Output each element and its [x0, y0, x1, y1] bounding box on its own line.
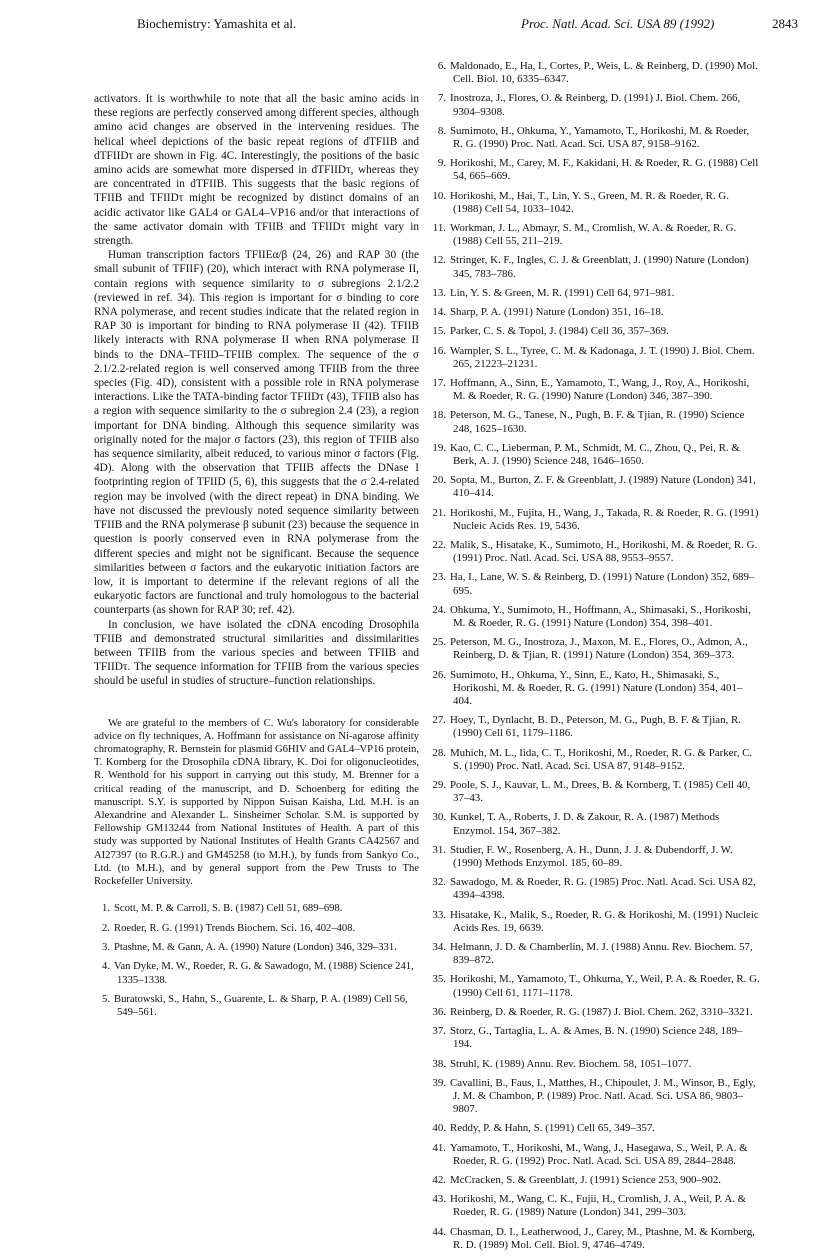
reference-text: Scott, M. P. & Carroll, S. B. (1987) Cell 51, 689–698.	[114, 903, 343, 915]
reference-text: Buratowski, S., Hahn, S., Guarente, L. & Sharp, P. A. (1989) Cell 56, 549–561.	[114, 993, 408, 1019]
reference-number: 19.	[432, 441, 446, 454]
reference-number: 15.	[432, 325, 446, 338]
reference-item	[430, 747, 760, 773]
reference-text: Van Dyke, M. W., Roeder, R. G. & Sawadogo, M. (1988) Science 241, 1335–1338.	[114, 961, 414, 986]
reference-item	[430, 876, 760, 902]
reference-text: Peterson, M. G., Tanese, N., Pugh, B. F. & Tjian, R. (1990) Science 248, 1625–1630.	[450, 409, 745, 435]
reference-item	[94, 960, 419, 986]
reference-text: Sumimoto, H., Ohkuma, Y., Sinn, E., Kato, H., Shimasaki, S., Horikoshi, M. & Roeder, R. G. (1991) Nature (London) 354, 401–404.	[450, 668, 743, 707]
reference-number: 16.	[432, 344, 446, 357]
reference-text: Peterson, M. G., Inostroza, J., Maxon, M. E., Flores, O., Admon, A., Reinberg, D. & Tjian, R. (1991) Nature (London) 354, 369–373.	[450, 636, 748, 662]
reference-number: 41.	[432, 1141, 446, 1154]
reference-item	[430, 345, 760, 371]
reference-text: Malik, S., Hisatake, K., Sumimoto, H., Horikoshi, M. & Roeder, R. G. (1991) Proc. Natl. Acad. Sci. USA 88, 9553–9557.	[450, 539, 758, 565]
reference-item	[430, 222, 760, 248]
journal-citation: Proc. Natl. Acad. Sci. USA 89 (1992)	[521, 16, 715, 31]
reference-item	[430, 1142, 760, 1168]
reference-number: 33.	[432, 908, 446, 921]
reference-text: Horikoshi, M., Yamamoto, T., Ohkuma, Y., Weil, P. A. & Roeder, R. G. (1990) Cell 61, 1171–1178.	[450, 973, 760, 999]
body-paragraph-3: In conclusion, we have isolated the cDNA encoding Drosophila TFIIB and demonstrated structural similarities and dissimilarities between TFIIB from the various species and between TFIIB and TFIIDτ. The sequence information for TFIIB from the various species should be useful in studies of structure–function relationships.	[94, 618, 419, 688]
reference-text: Reinberg, D. & Roeder, R. G. (1987) J. Biol. Chem. 262, 3310–3321.	[450, 1005, 753, 1018]
reference-text: Hoey, T., Dynlacht, B. D., Peterson, M. G., Pugh, B. F. & Tjian, R. (1990) Cell 61, 1179–1186.	[450, 714, 741, 740]
reference-item	[430, 571, 760, 597]
reference-text: Studier, F. W., Rosenberg, A. H., Dunn, J. J. & Dubendorff, J. W. (1990) Methods Enzymol. 185, 60–89.	[450, 843, 733, 869]
reference-item	[94, 941, 419, 954]
reference-item	[430, 1122, 760, 1135]
reference-text: Ohkuma, Y., Sumimoto, H., Hoffmann, A., Shimasaki, S., Horikoshi, M. & Roeder, R. G. (1991) Nature (London) 354, 398–401.	[450, 603, 751, 629]
page-number: 2843	[772, 16, 798, 31]
reference-item	[94, 993, 419, 1019]
reference-item	[430, 1174, 760, 1187]
reference-item	[430, 306, 760, 319]
reference-number: 39.	[432, 1076, 446, 1089]
reference-text: Maldonado, E., Ha, I., Cortes, P., Weis, L. & Reinberg, D. (1990) Mol. Cell. Biol. 10, 6335–6347.	[450, 60, 758, 86]
reference-number: 17.	[432, 377, 446, 389]
reference-text: Sharp, P. A. (1991) Nature (London) 351, 16–18.	[450, 306, 664, 319]
reference-item	[430, 1006, 760, 1019]
reference-number: 32.	[432, 876, 446, 889]
reference-number: 8.	[437, 124, 446, 137]
reference-text: Horikoshi, M., Wang, C. K., Fujii, H., Cromlish, J. A., Weil, P. A. & Roeder, R. G. (1989) Nature (London) 341, 299–303.	[450, 1193, 747, 1219]
reference-text: Helmann, J. D. & Chamberlin, M. J. (1988) Annu. Rev. Biochem. 57, 839–872.	[450, 941, 753, 967]
reference-item	[430, 325, 760, 338]
reference-number: 34.	[432, 941, 446, 954]
body-paragraph-1: activators. It is worthwhile to note that all the basic amino acids in these regions are perfectly conserved among different species, although amino acid changes are observed in the intervening residues. The helical wheel depictions of the basic repeat regions of dTFIIB and dTFIIDτ are shown in Fig. 4C. Interestingly, the positions of the basic amino acids are somewhat more dispersed in dTFIIDτ, whereas they are concentrated in dTFIIB. This suggests that the basic regions of TFIIB and TFIIDτ might be recognized by distinct domains of an acidic activator like GAL4 or GAL4–VP16 and/or that interactions of the same activator domain with TFIIB and TFIIDτ might vary in strength.	[94, 93, 419, 248]
reference-number: 23.	[432, 571, 446, 584]
reference-number: 37.	[432, 1025, 446, 1038]
reference-item	[430, 157, 760, 183]
reference-text: Horikoshi, M., Hai, T., Lin, Y. S., Green, M. R. & Roeder, R. G. (1988) Cell 54, 1033–1042.	[450, 189, 729, 215]
reference-item	[430, 507, 760, 533]
reference-number: 20.	[432, 474, 446, 487]
running-title: Biochemistry: Yamashita et al.	[137, 16, 297, 31]
reference-item	[430, 377, 760, 403]
reference-item	[430, 1058, 760, 1071]
reference-text: Horikoshi, M., Fujita, H., Wang, J., Takada, R. & Roeder, R. G. (1991) Nucleic Acids Res. 19, 5436.	[450, 506, 759, 532]
reference-number: 11.	[432, 222, 446, 235]
reference-number: 29.	[432, 779, 446, 792]
reference-number: 5.	[102, 993, 110, 1005]
reference-item	[430, 190, 760, 216]
reference-number: 30.	[432, 811, 446, 824]
reference-text: Chasman, D. I., Leatherwood, J., Carey, M., Ptashne, M. & Kornberg, R. D. (1989) Mol. Cell. Biol. 9, 4746–4749.	[450, 1225, 755, 1251]
reference-text: Sawadogo, M. & Roeder, R. G. (1985) Proc. Natl. Acad. Sci. USA 82, 4394–4398.	[450, 876, 756, 902]
reference-number: 9.	[437, 157, 446, 170]
reference-text: Inostroza, J., Flores, O. & Reinberg, D. (1991) J. Biol. Chem. 266, 9304–9308.	[450, 92, 741, 118]
reference-item	[430, 779, 760, 805]
reference-number: 43.	[432, 1193, 446, 1206]
reference-item	[430, 604, 760, 630]
reference-item	[430, 1193, 760, 1219]
reference-number: 21.	[432, 506, 446, 519]
reference-text: Hisatake, K., Malik, S., Roeder, R. G. & Horikoshi, M. (1991) Nucleic Acids Res. 19, 6639.	[450, 908, 759, 934]
reference-number: 25.	[432, 636, 446, 649]
reference-number: 3.	[102, 941, 110, 953]
reference-item	[430, 287, 760, 300]
reference-item	[430, 941, 760, 967]
reference-item	[430, 92, 760, 118]
reference-text: Poole, S. J., Kauvar, L. M., Drees, B. & Kornberg, T. (1985) Cell 40, 37–43.	[450, 779, 751, 805]
reference-text: Hoffmann, A., Sinn, E., Yamamoto, T., Wang, J., Roy, A., Horikoshi, M. & Roeder, R. G. (1990) Nature (London) 346, 387–390.	[450, 377, 750, 403]
reference-text: Cavallini, B., Faus, I., Matthes, H., Chipoulet, J. M., Winsor, B., Egly, J. M. & Chambon, P. (1989) Proc. Natl. Acad. Sci. USA 86, 9803–9807.	[450, 1076, 756, 1116]
reference-number: 44.	[432, 1225, 446, 1238]
reference-text: Sopta, M., Burton, Z. F. & Greenblatt, J. (1989) Nature (London) 341, 410–414.	[450, 474, 756, 500]
reference-item	[430, 474, 760, 500]
reference-number: 35.	[432, 973, 446, 986]
reference-number: 14.	[432, 306, 446, 319]
reference-text: Struhl, K. (1989) Annu. Rev. Biochem. 58, 1051–1077.	[450, 1057, 692, 1070]
reference-number: 7.	[437, 92, 446, 105]
reference-text: Workman, J. L., Abmayr, S. M., Cromlish, W. A. & Roeder, R. G. (1988) Cell 55, 211–219.	[450, 222, 737, 248]
reference-text: Ha, I., Lane, W. S. & Reinberg, D. (1991) Nature (London) 352, 689–695.	[450, 571, 755, 597]
reference-number: 4.	[102, 961, 110, 973]
reference-item	[430, 1077, 760, 1116]
reference-text: Ptashne, M. & Gann, A. A. (1990) Nature (London) 346, 329–331.	[114, 941, 397, 953]
reference-item	[430, 973, 760, 999]
reference-item	[94, 922, 419, 935]
reference-number: 24.	[432, 603, 446, 616]
left-column	[94, 92, 419, 1026]
reference-number: 38.	[432, 1057, 446, 1070]
reference-item	[430, 1226, 760, 1252]
reference-text: Kunkel, T. A., Roberts, J. D. & Zakour, R. A. (1987) Methods Enzymol. 154, 367–382.	[450, 811, 720, 837]
body-paragraph-2: Human transcription factors TFIIEα/β (24, 26) and RAP 30 (the small subunit of TFIIF) (20), which interact with RNA polymerase II, contain regions with sequence similarity to σ subregions 2.1/2.2 (reviewed in ref. 34). This region is important for σ binding to core RNA polymerase, and recent studies indicate that the related region in RAP 30 is important for binding to RNA polymerase II (42). TFIIB likely interacts with RNA polymerase II when RNA polymerase II binds to the DNA–TFIID–TFIIB complex. The sequence of the σ 2.1/2.2-related region is well conserved among TFIIB from the three species (Fig. 4D), consistent with a possible role in RNA polymerase interactions. Like the TATA-binding factor TFIIDτ (43), TFIIB also has a region with sequence similarity to the σ subregion 2.4 (23), a region important for DNA binding. Although this sequence similarity was originally noted for the major σ factors (23), this region of TFIIB also has sequence similarity, albeit reduced, to various minor σ factors (Fig. 4D). Along with the observation that TFIIB affects the DNase I footprinting region of TFIID (5, 6), this suggests that the σ 2.4-related region may be involved (with the direct repeat) in DNA binding. We have not discussed the previously noted sequence similarity between TFIIB and the RNA polymerase β subunit (23) because the sequence in question is poorly conserved even in RNA polymerase from the different species and might not be significant. Because the sequence similarities between σ factors and the eukaryotic initiation factors are low, it is important to determine if the relevant regions of all the eukaryotic factors are functional and truly homologous to the bacterial counterparts (as shown for RAP 30; ref. 42).	[94, 249, 419, 617]
reference-list-right	[430, 60, 760, 1252]
reference-number: 27.	[432, 714, 446, 727]
reference-text: Wampler, S. L., Tyree, C. M. & Kadonaga, J. T. (1990) J. Biol. Chem. 265, 21223–21231.	[450, 344, 755, 370]
reference-text: Yamamoto, T., Horikoshi, M., Wang, J., Hasegawa, S., Weil, P. A. & Roeder, R. G. (1992) Proc. Natl. Acad. Sci. USA 89, 2844–2848.	[450, 1141, 748, 1167]
reference-text: Horikoshi, M., Carey, M. F., Kakidani, H. & Roeder, R. G. (1988) Cell 54, 665–669.	[450, 157, 759, 183]
acknowledgment: We are grateful to the members of C. Wu's laboratory for considerable advice on fly techniques, A. Hoffmann for assistance on Ni-agarose affinity chromatography, R. Bernstein for plasmid G6HIV and GAL4–VP16 protein, T. Kornberg for the Drosophila cDNA library, K. Doi for oligonucleotides, R. Wenthold for his support in carrying out this study, M. Brenner for a critical reading of the manuscript, and D. Schoenberg for editing the manuscript. S.Y. is supported by Nippon Suisan Kaisha, Ltd. M.H. is an Alexandrine and Alexander L. Sinsheimer Scholar. S.M. is supported by Fellowship GM13244 from National Institutes of Health. A part of this study was supported by National Institutes of Health Grants CA42567 and AI27397 (to R.G.R.) and GM45258 (to M.H.), by funds from Sankyo Co., Ltd. (to M.H.), and by general support from the Pew Trusts to The Rockefeller University.	[94, 717, 419, 887]
reference-item	[430, 409, 760, 435]
reference-item	[430, 844, 760, 870]
reference-number: 22.	[432, 539, 446, 552]
reference-number: 13.	[432, 286, 446, 299]
reference-item	[94, 902, 419, 915]
reference-text: Sumimoto, H., Ohkuma, Y., Yamamoto, T., Horikoshi, M. & Roeder, R. G. (1990) Proc. Natl. Acad. Sci. USA 87, 9158–9162.	[450, 124, 750, 150]
reference-text: Lin, Y. S. & Green, M. R. (1991) Cell 64, 971–981.	[450, 286, 675, 299]
reference-number: 31.	[432, 843, 446, 856]
reference-number: 36.	[432, 1005, 446, 1018]
reference-text: Stringer, K. F., Ingles, C. J. & Greenblatt, J. (1990) Nature (London) 345, 783–786.	[450, 254, 749, 280]
reference-number: 6.	[437, 60, 446, 72]
reference-item	[430, 254, 760, 280]
reference-item	[430, 669, 760, 708]
reference-text: Roeder, R. G. (1991) Trends Biochem. Sci. 16, 402–408.	[114, 922, 356, 934]
reference-number: 18.	[432, 409, 446, 422]
reference-number: 40.	[432, 1122, 446, 1135]
reference-number: 28.	[432, 746, 446, 759]
reference-item	[430, 60, 760, 86]
reference-number: 10.	[432, 189, 446, 202]
reference-text: Kao, C. C., Lieberman, P. M., Schmidt, M. C., Zhou, Q., Pei, R. & Berk, A. J. (1990) Science 248, 1646–1650.	[450, 441, 740, 467]
reference-item	[430, 442, 760, 468]
reference-text: Muhich, M. L., Iida, C. T., Horikoshi, M., Roeder, R. G. & Parker, C. S. (1990) Proc. Natl. Acad. Sci. USA 87, 9148–9152.	[450, 746, 753, 772]
reference-item	[430, 636, 760, 662]
reference-item	[430, 714, 760, 740]
reference-number: 12.	[432, 254, 446, 267]
reference-text: Storz, G., Tartaglia, L. A. & Ames, B. N. (1990) Science 248, 189–194.	[450, 1025, 743, 1051]
reference-item	[430, 909, 760, 935]
reference-number: 26.	[432, 668, 446, 681]
reference-list-left	[94, 902, 419, 1019]
reference-number: 1.	[102, 903, 110, 915]
right-column	[430, 60, 760, 1258]
reference-number: 2.	[102, 922, 110, 934]
reference-text: McCracken, S. & Greenblatt, J. (1991) Science 253, 900–902.	[450, 1174, 721, 1186]
reference-item	[430, 811, 760, 837]
running-header	[0, 16, 816, 36]
reference-item	[430, 1025, 760, 1051]
reference-text: Reddy, P. & Hahn, S. (1991) Cell 65, 349–357.	[450, 1122, 656, 1135]
reference-number: 42.	[432, 1174, 446, 1186]
reference-text: Parker, C. S. & Topol, J. (1984) Cell 36, 357–369.	[450, 325, 669, 338]
reference-item	[430, 125, 760, 151]
reference-item	[430, 539, 760, 565]
